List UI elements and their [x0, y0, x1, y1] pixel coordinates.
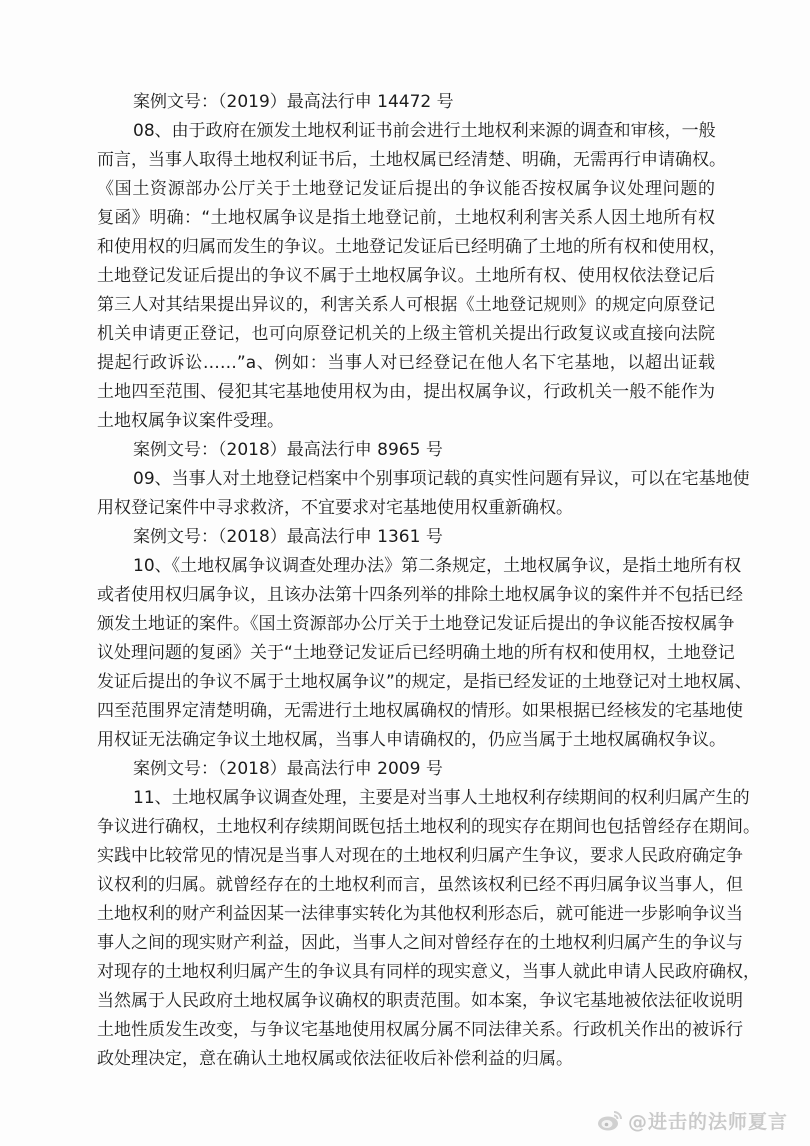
- paragraph-line: 议处理问题的复函》关于“土地登记发证后已经明确土地的所有权和使用权，土地登记: [97, 643, 735, 663]
- paragraph-line: 用权登记案件中寻求救济，不宜要求对宅基地使用权重新确权。: [97, 498, 573, 518]
- paragraph-line: 事人之间的现实财产利益，因此，当事人之间对曾经存在的土地权利归属产生的争议与: [97, 933, 743, 953]
- paragraph-line: 用权证无法确定争议土地权属，当事人申请确权的，仍应当属于土地权属确权争议。: [97, 730, 726, 750]
- paragraph-line: 土地权属争议案件受理。: [97, 411, 284, 431]
- paragraph-line: 第三人对其结果提出异议的，利害关系人可根据《土地登记规则》的规定向原登记: [97, 295, 715, 315]
- paragraph-line: 08、由于政府在颁发土地权利证书前会进行土地权利来源的调查和审核，一般: [133, 121, 716, 141]
- paragraph-line: 11、土地权属争议调查处理，主要是对当事人土地权利存续期间的权利归属产生的: [133, 788, 750, 808]
- case-number: 案例文号：（2018）最高法行申 2009 号: [133, 759, 443, 779]
- paragraph-line: 争议进行确权，土地权利存续期间既包括土地权利的现实存在期间也包括曾经存在期间。: [97, 817, 760, 837]
- paragraph-line: 09、当事人对土地登记档案中个别事项记载的真实性问题有异议，可以在宅基地使: [133, 469, 750, 489]
- paragraph-line: 土地四至范围、侵犯其宅基地使用权为由，提出权属争议，行政机关一般不能作为: [97, 382, 715, 402]
- document-body: [97, 88, 760, 1074]
- paragraph-line: 土地权利的财产利益因某一法律事实转化为其他权利形态后，就可能进一步影响争议当: [97, 904, 743, 924]
- paragraph-line: 当然属于人民政府土地权属争议确权的职责范围。如本案，争议宅基地被依法征收说明: [97, 991, 743, 1011]
- paragraph-line: 发证后提出的争议不属于土地权属争议”的规定，是指已经发证的土地登记对土地权属、: [97, 672, 752, 692]
- watermark-text: @进击的法师夏言: [627, 1111, 788, 1133]
- paragraph-line: 土地性质发生改变，与争议宅基地使用权属分属不同法律关系。行政机关作出的被诉行: [97, 1020, 743, 1040]
- watermark: [597, 1107, 788, 1134]
- paragraph-line: 机关申请更正登记，也可向原登记机关的上级主管机关提出行政复议或直接向法院: [97, 324, 715, 344]
- case-number: 案例文号：（2019）最高法行申 14472 号: [133, 92, 454, 112]
- paragraph-line: 四至范围界定清楚明确，无需进行土地权属确权的情形。如果根据已经核发的宅基地使: [97, 701, 743, 721]
- paragraph-line: 实践中比较常见的情况是当事人对现在的土地权利归属产生争议，要求人民政府确定争: [97, 846, 743, 866]
- paragraph-line: 议权利的归属。就曾经存在的土地权利而言，虽然该权利已经不再归属争议当事人，但: [97, 875, 743, 895]
- case-number: 案例文号：（2018）最高法行申 1361 号: [133, 527, 443, 547]
- paragraph-line: 而言，当事人取得土地权利证书后，土地权属已经清楚、明确，无需再行申请确权。: [97, 150, 726, 170]
- paragraph-line: 和使用权的归属而发生的争议。土地登记发证后已经明确了土地的所有权和使用权，: [97, 237, 726, 257]
- paragraph-line: 颁发土地证的案件。《国土资源部办公厅关于土地登记发证后提出的争议能否按权属争: [97, 614, 735, 634]
- paragraph-line: 土地登记发证后提出的争议不属于土地权属争议。土地所有权、使用权依法登记后: [97, 266, 715, 286]
- paragraph-line: 《国土资源部办公厅关于土地登记发证后提出的争议能否按权属争议处理问题的: [97, 179, 715, 199]
- paragraph-line: 对现存的土地权利归属产生的争议具有同样的现实意义，当事人就此申请人民政府确权，: [97, 962, 760, 982]
- paragraph-line: 复函》明确：“土地权属争议是指土地登记前，土地权利利害关系人因土地所有权: [97, 208, 715, 228]
- case-number: 案例文号：（2018）最高法行申 8965 号: [133, 440, 443, 460]
- paragraph-line: 提起行政诉讼……”a、例如：当事人对已经登记在他人名下宅基地，以超出证载: [97, 353, 715, 373]
- weibo-icon: [597, 1110, 623, 1132]
- paragraph-line: 10、《土地权属争议调查处理办法》第二条规定，土地权属争议，是指土地所有权: [133, 556, 742, 576]
- paragraph-line: 或者使用权归属争议，且该办法第十四条列举的排除土地权属争议的案件并不包括已经: [97, 585, 743, 605]
- paragraph-line: 政处理决定，意在确认土地权属或依法征收后补偿利益的归属。: [97, 1049, 573, 1069]
